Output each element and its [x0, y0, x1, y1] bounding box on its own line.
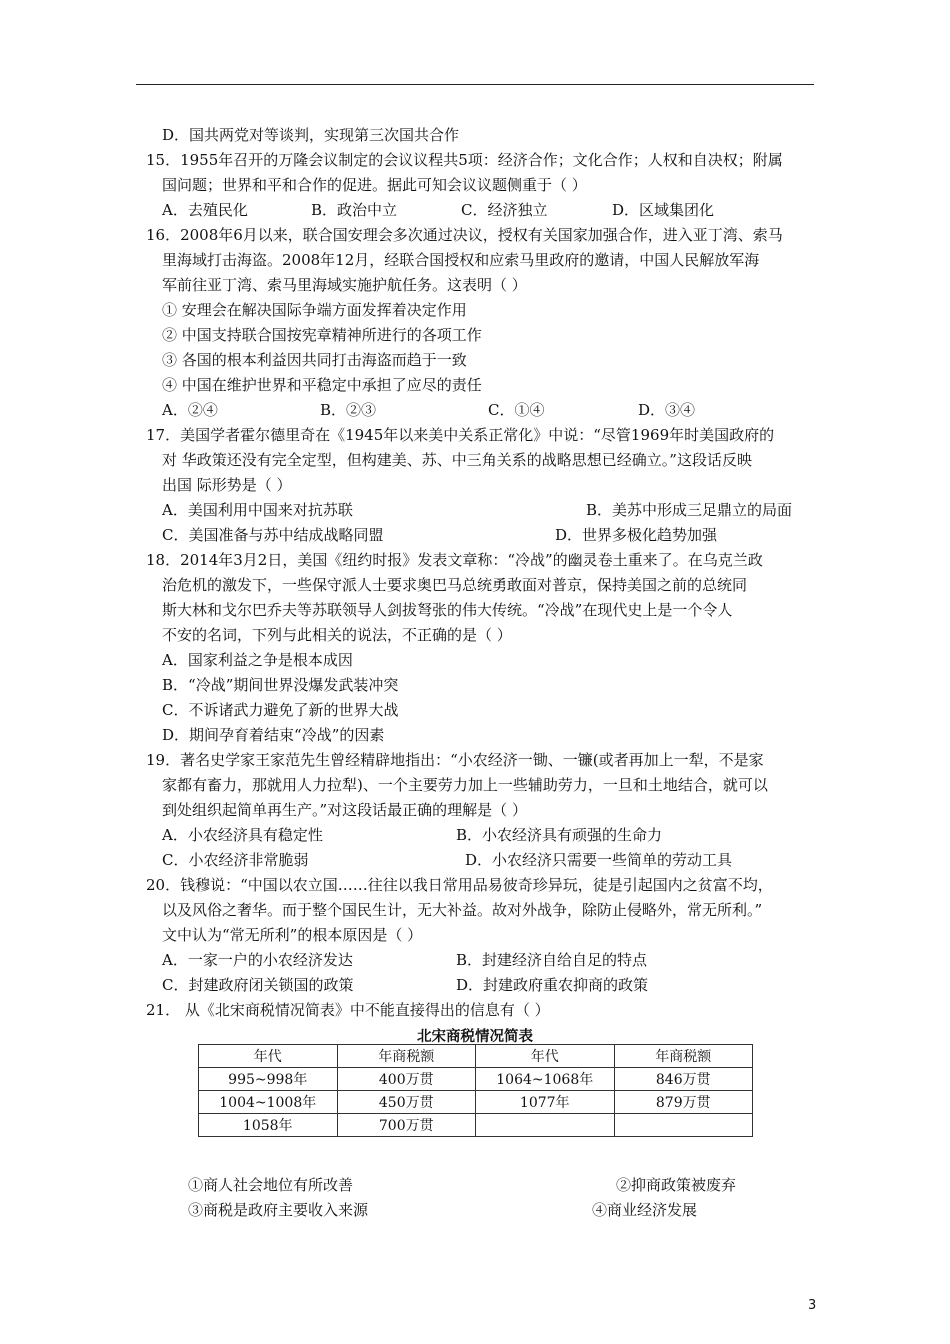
text-line: 家都有畜力，那就用人力拉犁)、一个主要劳力加上一些辅助劳力，一旦和土地结合，就可以	[162, 776, 768, 794]
table-cell: 400万贯	[337, 1068, 476, 1091]
table-cell: 879万贯	[614, 1091, 753, 1114]
table-row	[199, 1045, 753, 1068]
text-line: D．期间孕育着结束“冷战”的因素	[162, 726, 385, 744]
text-line: A．小农经济具有稳定性	[162, 826, 323, 844]
table-header-cell: 年商税额	[337, 1045, 476, 1068]
text-line: ④商业经济发展	[592, 1201, 698, 1219]
text-line: 出国 际形势是（ ）	[162, 476, 292, 494]
text-line: D．封建政府重农抑商的政策	[456, 976, 649, 994]
tax-table	[198, 1044, 753, 1137]
text-line: 里海域打击海盗。2008年12月，经联合国授权和应索马里政府的邀请，中国人民解放军海	[162, 251, 760, 269]
page-number: 3	[808, 1298, 817, 1313]
text-line: C．小农经济非常脆弱	[162, 851, 309, 869]
table-cell: 1058年	[199, 1114, 338, 1137]
text-line: 20．钱穆说：“中国以农立国……往往以我日常用品易彼奇珍异玩，徒是引起国内之贫富不均，	[146, 876, 773, 894]
text-line: A．②④	[162, 401, 218, 419]
text-line: 不安的名词，下列与此相关的说法，不正确的是（ ）	[162, 626, 512, 644]
table-row	[199, 1091, 753, 1114]
text-line: ③ 各国的根本利益因共同打击海盗而趋于一致	[162, 351, 467, 369]
text-line: B．②③	[320, 401, 377, 419]
table-row	[199, 1114, 753, 1137]
text-line: ① 安理会在解决国际争端方面发挥着决定作用	[162, 301, 467, 319]
text-line: ②抑商政策被废弃	[616, 1176, 737, 1194]
table-header-cell: 年商税额	[614, 1045, 753, 1068]
table-cell: 1064~1068年	[476, 1068, 615, 1091]
text-line: 国问题；世界和平和合作的促进。据此可知会议议题侧重于（ ）	[162, 176, 587, 194]
table-title: 北宋商税情况简表	[417, 1029, 533, 1045]
text-line: ④ 中国在维护世界和平稳定中承担了应尽的责任	[162, 376, 482, 394]
header-rule	[136, 84, 814, 85]
text-line: 17．美国学者霍尔德里奇在《1945年以来美中关系正常化》中说：“尽管1969年时美国政府的	[146, 426, 775, 444]
text-line: D．区域集团化	[612, 201, 715, 219]
text-line: ①商人社会地位有所改善	[188, 1176, 354, 1194]
text-line: 21． 从《北宋商税情况简表》中不能直接得出的信息有（ ）	[146, 1001, 550, 1019]
table-cell: 450万贯	[337, 1091, 476, 1114]
table-header-cell: 年代	[476, 1045, 615, 1068]
text-line: C．不诉诸武力避免了新的世界大战	[162, 701, 399, 719]
text-line: B．美苏中形成三足鼎立的局面	[586, 501, 793, 519]
table-cell: 846万贯	[614, 1068, 753, 1091]
table-cell	[614, 1114, 753, 1137]
text-line: A．国家利益之争是根本成因	[162, 651, 353, 669]
text-line: 军前往亚丁湾、索马里海域实施护航任务。这表明（ ）	[162, 276, 527, 294]
table-cell: 700万贯	[337, 1114, 476, 1137]
text-line: D．国共两党对等谈判，实现第三次国共合作	[162, 126, 460, 144]
text-line: ③商税是政府主要收入来源	[188, 1201, 369, 1219]
table-row	[199, 1068, 753, 1091]
text-line: A．一家一户的小农经济发达	[162, 951, 353, 969]
text-line: C．经济独立	[461, 201, 548, 219]
table-header-cell: 年代	[199, 1045, 338, 1068]
table-cell: 1077年	[476, 1091, 615, 1114]
text-line: ② 中国支持联合国按宪章精神所进行的各项工作	[162, 326, 482, 344]
text-line: 18．2014年3月2日，美国《纽约时报》发表文章称：“冷战”的幽灵卷土重来了。在乌克兰政	[146, 551, 763, 569]
text-line: B．政治中立	[311, 201, 398, 219]
text-line: A．美国利用中国来对抗苏联	[162, 501, 353, 519]
text-line: C．①④	[488, 401, 545, 419]
text-line: 治危机的激发下，一些保守派人士要求奥巴马总统勇敢面对普京，保持美国之前的总统同	[162, 576, 748, 594]
text-line: B．“冷战”期间世界没爆发武装冲突	[162, 676, 399, 694]
text-line: C．美国准备与苏中结成战略同盟	[162, 526, 384, 544]
table-cell: 995~998年	[199, 1068, 338, 1091]
text-line: 对 华政策还没有完全定型，但构建美、苏、中三角关系的战略思想已经确立。”这段话反映	[162, 451, 752, 469]
text-line: 到处组织起简单再生产。”对这段话最正确的理解是（ ）	[162, 801, 527, 819]
text-line: D．③④	[638, 401, 696, 419]
text-line: 15．1955年召开的万隆会议制定的会议议程共5项：经济合作；文化合作；人权和自决权；附属	[146, 151, 783, 169]
text-line: A．去殖民化	[162, 201, 248, 219]
text-line: D．小农经济只需要一些简单的劳动工具	[465, 851, 733, 869]
text-line: 16．2008年6月以来，联合国安理会多次通过决议，授权有关国家加强合作，进入亚丁湾、索马	[146, 226, 783, 244]
text-line: D．世界多极化趋势加强	[555, 526, 718, 544]
text-line: 斯大林和戈尔巴乔夫等苏联领导人剑拔弩张的伟大传统。“冷战”在现代史上是一个令人	[162, 601, 733, 619]
text-line: B．封建经济自给自足的特点	[456, 951, 648, 969]
table-cell: 1004~1008年	[199, 1091, 338, 1114]
table-cell	[476, 1114, 615, 1137]
text-line: C．封建政府闭关锁国的政策	[162, 976, 354, 994]
text-line: B．小农经济具有顽强的生命力	[456, 826, 663, 844]
text-line: 19．著名史学家王家范先生曾经精辟地指出：“小农经济一锄、一镰(或者再加上一犁，不是家	[146, 751, 764, 769]
text-line: 以及风俗之奢华。而于整个国民生计，无大补益。故对外战争，除防止侵略外，常无所利。”	[162, 901, 763, 919]
text-line: 文中认为“常无所利”的根本原因是（ ）	[162, 926, 423, 944]
